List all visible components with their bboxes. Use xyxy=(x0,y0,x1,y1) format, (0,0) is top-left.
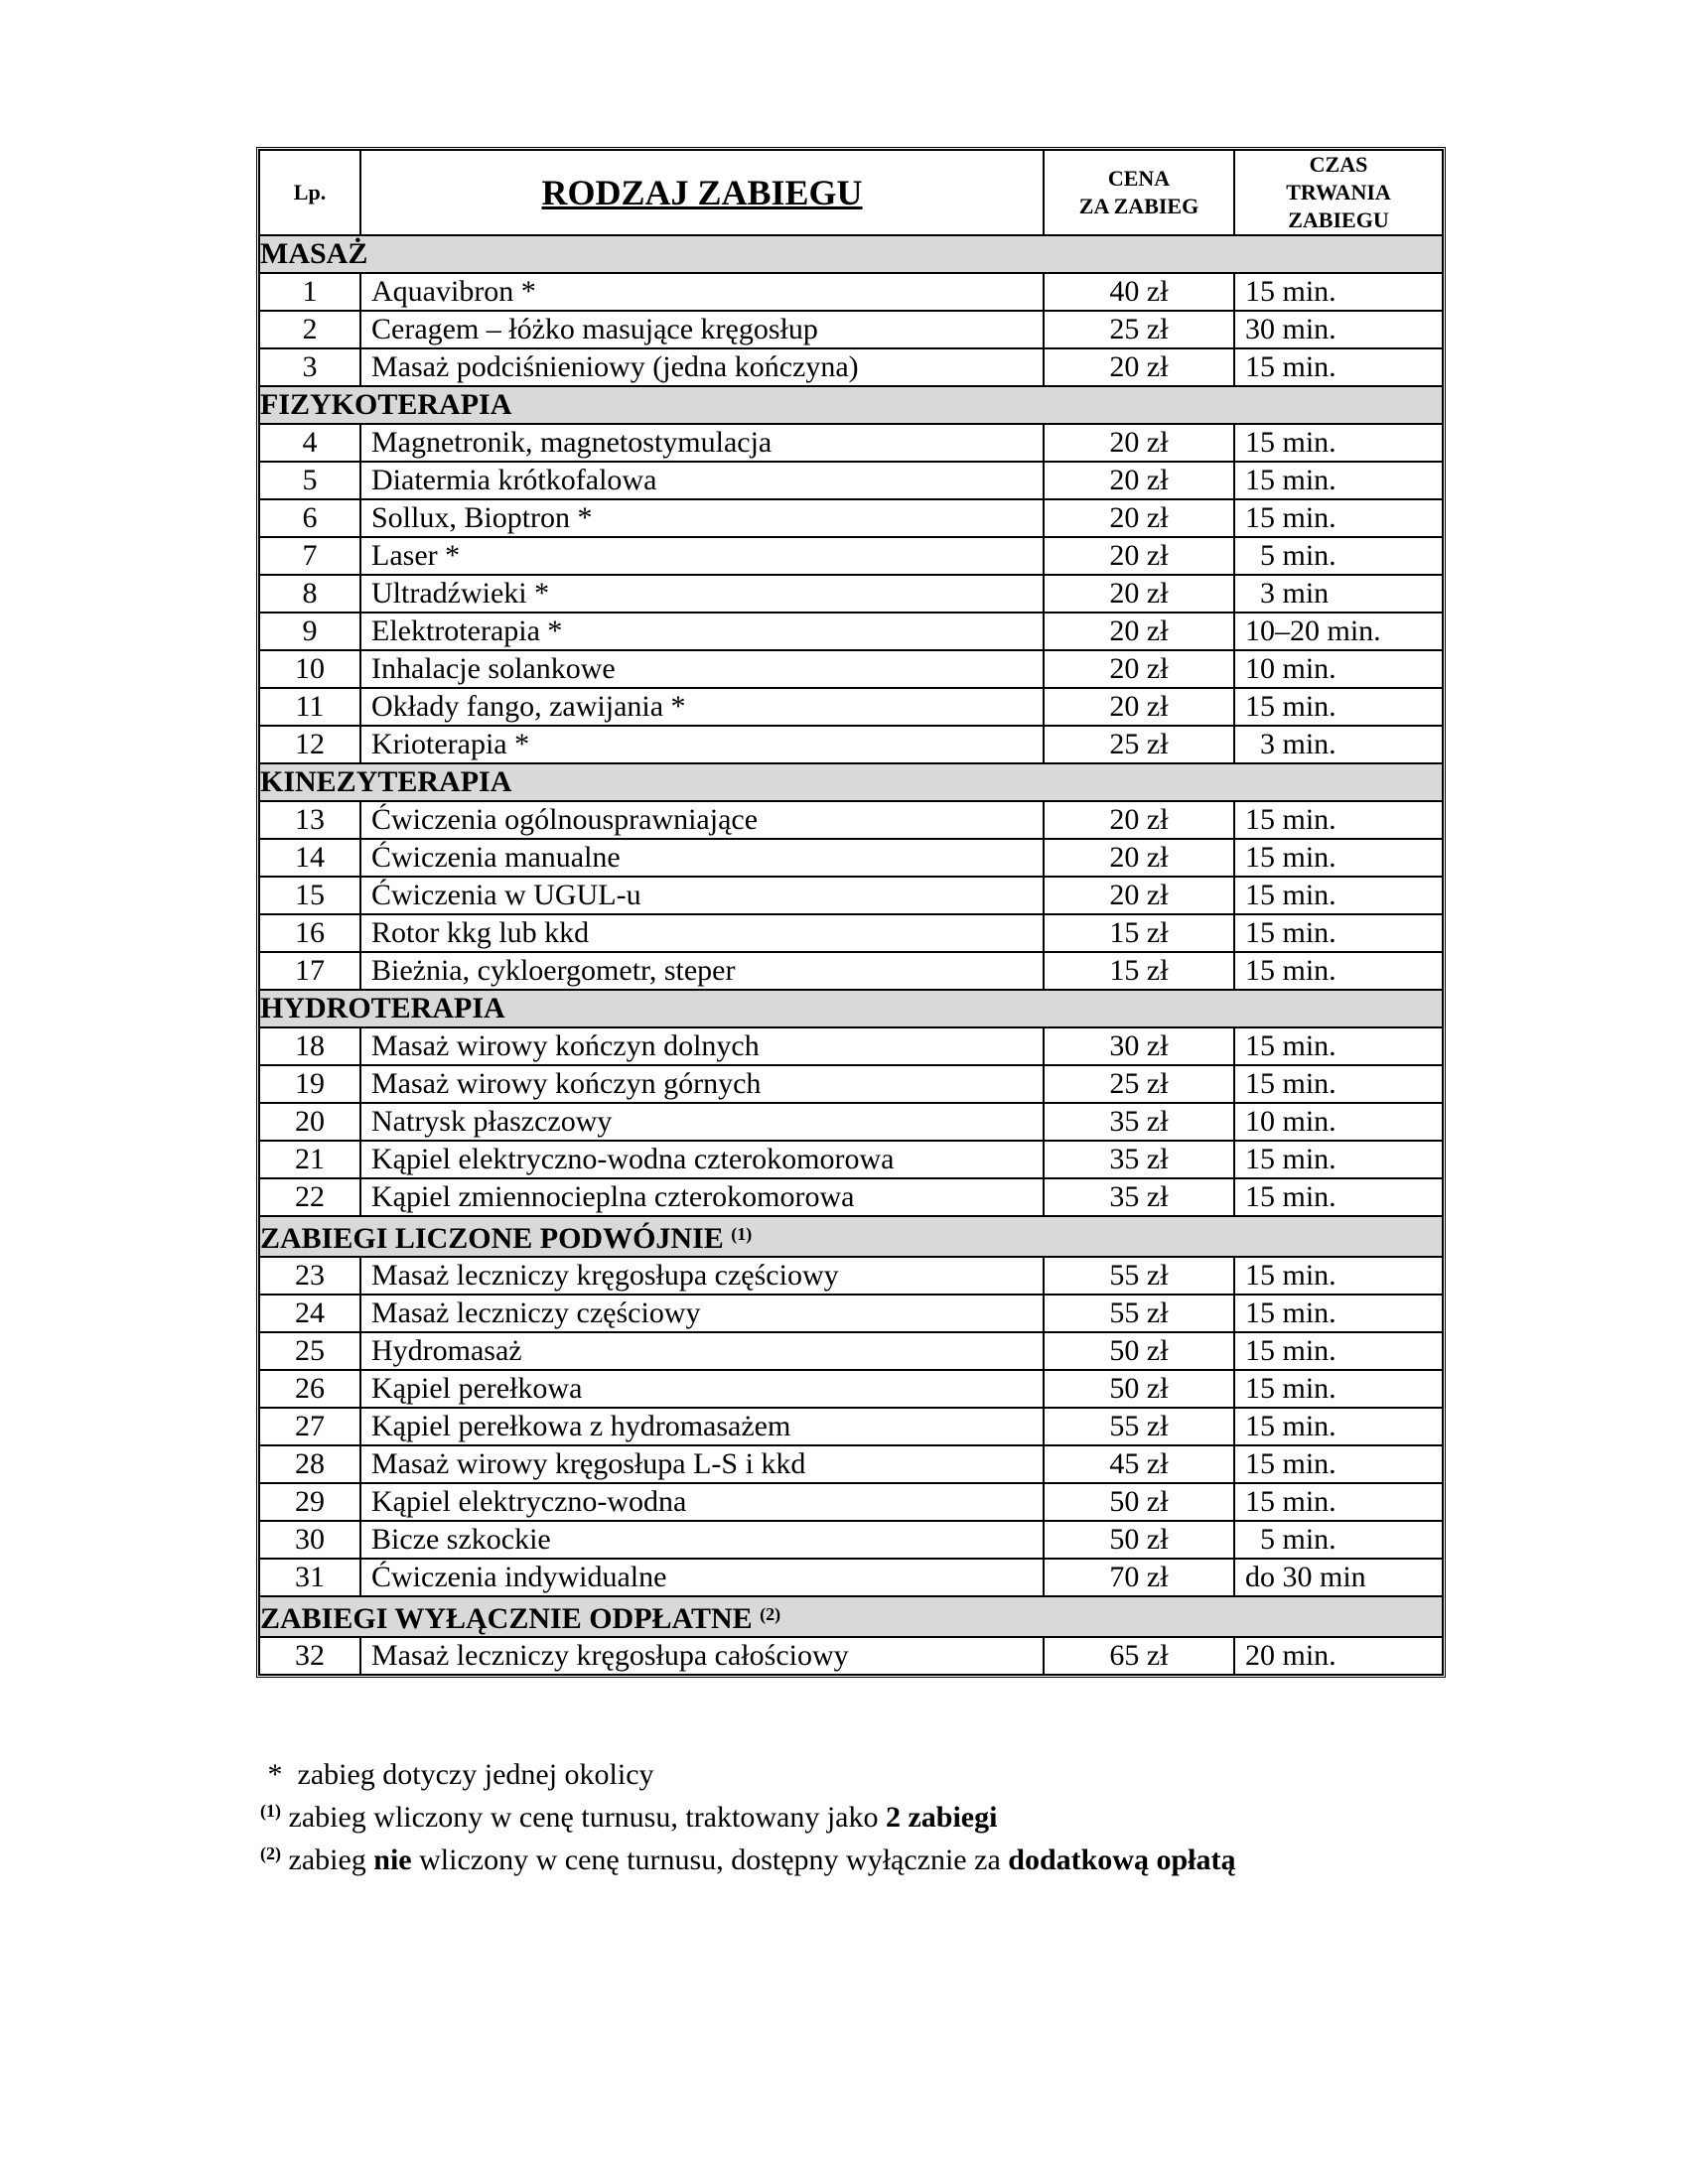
row-number: 30 xyxy=(259,1521,360,1559)
table-row xyxy=(259,1332,1443,1370)
row-number: 28 xyxy=(259,1445,360,1483)
treatment-name: Masaż leczniczy kręgosłupa częściowy xyxy=(360,1257,1044,1295)
row-number: 1 xyxy=(259,273,360,311)
treatment-duration: 15 min. xyxy=(1234,914,1443,952)
table-row xyxy=(259,952,1443,990)
section-title-cell xyxy=(259,763,1443,801)
header-price-line2: ZA ZABIEG xyxy=(1078,194,1199,218)
table-row xyxy=(259,462,1443,499)
treatment-duration: 15 min. xyxy=(1234,1178,1443,1216)
row-number: 4 xyxy=(259,424,360,462)
table-row xyxy=(259,575,1443,613)
table-row xyxy=(259,537,1443,575)
table-row xyxy=(259,273,1443,311)
row-number: 3 xyxy=(259,348,360,386)
section-title-cell xyxy=(259,990,1443,1027)
table-row xyxy=(259,1295,1443,1332)
footnote-1-bold: 2 zabiegi xyxy=(885,1801,998,1834)
treatment-price: 20 zł xyxy=(1044,424,1234,462)
treatment-duration: 10 min. xyxy=(1234,1103,1443,1141)
treatment-price: 50 zł xyxy=(1044,1483,1234,1521)
row-number: 24 xyxy=(259,1295,360,1332)
section-title: KINEZYTERAPIA xyxy=(260,765,512,798)
section-title-cell xyxy=(259,1216,1443,1257)
table-row xyxy=(259,688,1443,726)
header-price-line1: CENA xyxy=(1107,166,1171,191)
section-title: HYDROTERAPIA xyxy=(260,992,505,1024)
row-number: 8 xyxy=(259,575,360,613)
row-number: 20 xyxy=(259,1103,360,1141)
table-row xyxy=(259,1559,1443,1596)
treatment-price: 45 zł xyxy=(1044,1445,1234,1483)
table-row xyxy=(259,1141,1443,1178)
header-duration-line1: CZAS xyxy=(1309,152,1368,177)
section-title: ZABIEGI LICZONE PODWÓJNIE xyxy=(260,1222,724,1255)
treatment-duration: 5 min. xyxy=(1234,1521,1443,1559)
treatment-price: 25 zł xyxy=(1044,1065,1234,1103)
treatment-price: 35 zł xyxy=(1044,1178,1234,1216)
treatment-price: 20 zł xyxy=(1044,839,1234,877)
row-number: 19 xyxy=(259,1065,360,1103)
header-lp: Lp. xyxy=(259,150,360,235)
treatment-price: 35 zł xyxy=(1044,1141,1234,1178)
row-number: 6 xyxy=(259,499,360,537)
treatment-price: 30 zł xyxy=(1044,1027,1234,1065)
table-row xyxy=(259,839,1443,877)
treatment-name: Krioterapia * xyxy=(360,726,1044,763)
row-number: 25 xyxy=(259,1332,360,1370)
treatment-name: Masaż wirowy kręgosłupa L-S i kkd xyxy=(360,1445,1044,1483)
row-number: 23 xyxy=(259,1257,360,1295)
treatment-duration: 15 min. xyxy=(1234,1483,1443,1521)
treatment-price: 65 zł xyxy=(1044,1637,1234,1675)
treatment-duration: 15 min. xyxy=(1234,1257,1443,1295)
footnote-2 xyxy=(260,1836,1452,1878)
treatment-duration: 10 min. xyxy=(1234,650,1443,688)
treatment-duration: 15 min. xyxy=(1234,1445,1443,1483)
treatment-price: 25 zł xyxy=(1044,311,1234,348)
section-header-row xyxy=(259,386,1443,424)
treatment-name: Kąpiel elektryczno-wodna xyxy=(360,1483,1044,1521)
treatment-name: Natrysk płaszczowy xyxy=(360,1103,1044,1141)
table-row xyxy=(259,1027,1443,1065)
treatment-name: Laser * xyxy=(360,537,1044,575)
section-footnote-marker: (1) xyxy=(731,1224,753,1244)
treatment-name: Ultradźwieki * xyxy=(360,575,1044,613)
table-row xyxy=(259,613,1443,650)
treatment-price: 70 zł xyxy=(1044,1559,1234,1596)
treatment-duration: 15 min. xyxy=(1234,424,1443,462)
table-row xyxy=(259,499,1443,537)
table-row xyxy=(259,1257,1443,1295)
footnote-star xyxy=(260,1757,1452,1793)
treatment-duration: 3 min. xyxy=(1234,726,1443,763)
treatment-name: Masaż podciśnieniowy (jedna kończyna) xyxy=(360,348,1044,386)
table-row xyxy=(259,914,1443,952)
table-row xyxy=(259,1445,1443,1483)
row-number: 14 xyxy=(259,839,360,877)
treatment-duration: 15 min. xyxy=(1234,348,1443,386)
treatment-name: Kąpiel perełkowa z hydromasażem xyxy=(360,1408,1044,1445)
treatment-price: 15 zł xyxy=(1044,952,1234,990)
treatment-duration: 15 min. xyxy=(1234,462,1443,499)
header-price xyxy=(1044,150,1234,235)
table-row xyxy=(259,726,1443,763)
row-number: 7 xyxy=(259,537,360,575)
treatment-duration: do 30 min xyxy=(1234,1559,1443,1596)
treatment-price: 20 zł xyxy=(1044,348,1234,386)
section-footnote-marker: (2) xyxy=(760,1604,781,1624)
treatment-price-table xyxy=(256,147,1446,1678)
header-duration xyxy=(1234,150,1443,235)
header-duration-line3: ZABIEGU xyxy=(1288,207,1389,232)
section-header-row xyxy=(259,763,1443,801)
treatment-price: 20 zł xyxy=(1044,688,1234,726)
treatment-price: 15 zł xyxy=(1044,914,1234,952)
treatment-price: 50 zł xyxy=(1044,1332,1234,1370)
treatment-duration: 15 min. xyxy=(1234,952,1443,990)
treatment-duration: 15 min. xyxy=(1234,801,1443,839)
section-title-cell xyxy=(259,1596,1443,1637)
treatment-duration: 15 min. xyxy=(1234,1065,1443,1103)
header-treatment-type: RODZAJ ZABIEGU xyxy=(360,150,1044,235)
treatment-name: Rotor kkg lub kkd xyxy=(360,914,1044,952)
treatment-name: Ćwiczenia manualne xyxy=(360,839,1044,877)
treatment-duration: 15 min. xyxy=(1234,839,1443,877)
treatment-name: Hydromasaż xyxy=(360,1332,1044,1370)
treatment-price: 35 zł xyxy=(1044,1103,1234,1141)
treatment-duration: 20 min. xyxy=(1234,1637,1443,1675)
row-number: 22 xyxy=(259,1178,360,1216)
table-row xyxy=(259,801,1443,839)
treatment-price: 20 zł xyxy=(1044,877,1234,914)
section-header-row xyxy=(259,1216,1443,1257)
treatment-name: Diatermia krótkofalowa xyxy=(360,462,1044,499)
row-number: 2 xyxy=(259,311,360,348)
treatment-name: Masaż leczniczy kręgosłupa całościowy xyxy=(360,1637,1044,1675)
footnote-star-text: * zabieg dotyczy jednej okolicy xyxy=(260,1758,654,1791)
treatment-name: Masaż leczniczy częściowy xyxy=(360,1295,1044,1332)
treatment-duration: 15 min. xyxy=(1234,1295,1443,1332)
footnote-1 xyxy=(260,1793,1452,1836)
footnote-2-text-b: wliczony w cenę turnusu, dostępny wyłącznie za xyxy=(411,1843,1009,1876)
treatment-price: 40 zł xyxy=(1044,273,1234,311)
treatment-name: Ćwiczenia w UGUL-u xyxy=(360,877,1044,914)
footnote-1-text: zabieg wliczony w cenę turnusu, traktowany jako xyxy=(281,1801,886,1834)
row-number: 32 xyxy=(259,1637,360,1675)
treatment-duration: 10–20 min. xyxy=(1234,613,1443,650)
table-row xyxy=(259,1483,1443,1521)
section-title: ZABIEGI WYŁĄCZNIE ODPŁATNE xyxy=(260,1602,753,1635)
row-number: 16 xyxy=(259,914,360,952)
table-row xyxy=(259,877,1443,914)
footnote-2-bold-b: dodatkową opłatą xyxy=(1008,1843,1236,1876)
footnotes xyxy=(260,1757,1452,1878)
treatment-name: Bieżnia, cykloergometr, steper xyxy=(360,952,1044,990)
table-row xyxy=(259,348,1443,386)
treatment-duration: 15 min. xyxy=(1234,273,1443,311)
footnote-1-marker: (1) xyxy=(260,1801,281,1821)
row-number: 10 xyxy=(259,650,360,688)
treatment-name: Kąpiel perełkowa xyxy=(360,1370,1044,1408)
header-duration-line2: TRWANIA xyxy=(1286,180,1391,205)
table-row xyxy=(259,1065,1443,1103)
footnote-2-bold-a: nie xyxy=(373,1843,412,1876)
footnote-2-text-a: zabieg xyxy=(281,1843,374,1876)
treatment-price: 20 zł xyxy=(1044,499,1234,537)
treatment-name: Masaż wirowy kończyn górnych xyxy=(360,1065,1044,1103)
treatment-name: Okłady fango, zawijania * xyxy=(360,688,1044,726)
treatment-duration: 15 min. xyxy=(1234,1370,1443,1408)
table-row xyxy=(259,650,1443,688)
treatment-price: 20 zł xyxy=(1044,801,1234,839)
table-row xyxy=(259,1637,1443,1675)
row-number: 21 xyxy=(259,1141,360,1178)
section-header-row xyxy=(259,990,1443,1027)
treatment-duration: 15 min. xyxy=(1234,1332,1443,1370)
table-row xyxy=(259,1178,1443,1216)
treatment-price: 55 zł xyxy=(1044,1295,1234,1332)
table-header-row xyxy=(259,150,1443,235)
treatment-name: Kąpiel elektryczno-wodna czterokomorowa xyxy=(360,1141,1044,1178)
row-number: 12 xyxy=(259,726,360,763)
treatment-name: Bicze szkockie xyxy=(360,1521,1044,1559)
treatment-name: Masaż wirowy kończyn dolnych xyxy=(360,1027,1044,1065)
table-row xyxy=(259,424,1443,462)
treatment-name: Inhalacje solankowe xyxy=(360,650,1044,688)
table-row xyxy=(259,311,1443,348)
treatment-price: 55 zł xyxy=(1044,1408,1234,1445)
treatment-price: 20 zł xyxy=(1044,613,1234,650)
treatment-price: 25 zł xyxy=(1044,726,1234,763)
section-header-row xyxy=(259,1596,1443,1637)
treatment-duration: 5 min. xyxy=(1234,537,1443,575)
treatment-duration: 15 min. xyxy=(1234,1408,1443,1445)
treatment-price: 50 zł xyxy=(1044,1370,1234,1408)
table-row xyxy=(259,1103,1443,1141)
treatment-price: 50 zł xyxy=(1044,1521,1234,1559)
treatment-name: Sollux, Bioptron * xyxy=(360,499,1044,537)
row-number: 11 xyxy=(259,688,360,726)
treatment-name: Ćwiczenia indywidualne xyxy=(360,1559,1044,1596)
section-title: MASAŻ xyxy=(260,237,368,270)
row-number: 26 xyxy=(259,1370,360,1408)
treatment-name: Ćwiczenia ogólnousprawniające xyxy=(360,801,1044,839)
treatment-name: Ceragem – łóżko masujące kręgosłup xyxy=(360,311,1044,348)
table-row xyxy=(259,1370,1443,1408)
row-number: 5 xyxy=(259,462,360,499)
row-number: 15 xyxy=(259,877,360,914)
table-row xyxy=(259,1408,1443,1445)
section-title: FIZYKOTERAPIA xyxy=(260,388,512,421)
treatment-price: 20 zł xyxy=(1044,575,1234,613)
treatment-duration: 15 min. xyxy=(1234,688,1443,726)
row-number: 18 xyxy=(259,1027,360,1065)
treatment-duration: 15 min. xyxy=(1234,1027,1443,1065)
treatment-duration: 15 min. xyxy=(1234,877,1443,914)
treatment-duration: 3 min xyxy=(1234,575,1443,613)
row-number: 27 xyxy=(259,1408,360,1445)
row-number: 31 xyxy=(259,1559,360,1596)
row-number: 13 xyxy=(259,801,360,839)
row-number: 9 xyxy=(259,613,360,650)
treatment-duration: 15 min. xyxy=(1234,1141,1443,1178)
section-title-cell xyxy=(259,235,1443,273)
table-body xyxy=(259,235,1443,1675)
treatment-price: 55 zł xyxy=(1044,1257,1234,1295)
treatment-name: Magnetronik, magnetostymulacja xyxy=(360,424,1044,462)
treatment-name: Aquavibron * xyxy=(360,273,1044,311)
footnote-2-marker: (2) xyxy=(260,1843,281,1863)
treatment-price: 20 zł xyxy=(1044,462,1234,499)
treatment-duration: 30 min. xyxy=(1234,311,1443,348)
treatment-price: 20 zł xyxy=(1044,650,1234,688)
row-number: 29 xyxy=(259,1483,360,1521)
treatment-name: Elektroterapia * xyxy=(360,613,1044,650)
treatment-name: Kąpiel zmiennocieplna czterokomorowa xyxy=(360,1178,1044,1216)
row-number: 17 xyxy=(259,952,360,990)
treatment-duration: 15 min. xyxy=(1234,499,1443,537)
section-title-cell xyxy=(259,386,1443,424)
treatment-price: 20 zł xyxy=(1044,537,1234,575)
table-row xyxy=(259,1521,1443,1559)
section-header-row xyxy=(259,235,1443,273)
